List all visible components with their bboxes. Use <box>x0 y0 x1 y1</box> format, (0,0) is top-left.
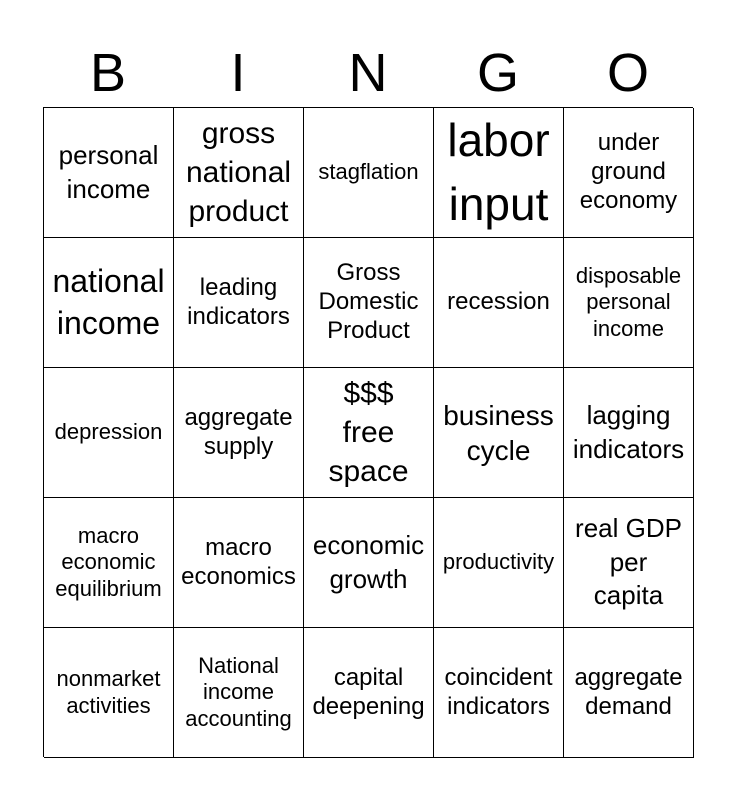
bingo-cell[interactable]: productivity <box>434 498 564 628</box>
bingo-cell[interactable]: lagging indicators <box>564 368 694 498</box>
header-letter-g: G <box>476 43 519 103</box>
free-space-cell[interactable]: $$$ free space <box>304 368 434 498</box>
bingo-cell[interactable]: gross national product <box>174 108 304 238</box>
bingo-cell[interactable]: National income accounting <box>174 628 304 758</box>
header-letter-n: N <box>348 43 388 103</box>
bingo-cell[interactable]: nonmarket activities <box>44 628 174 758</box>
header-letter-o: O <box>606 43 649 103</box>
bingo-cell[interactable]: real GDP per capita <box>564 498 694 628</box>
bingo-cell[interactable]: under ground economy <box>564 108 694 238</box>
bingo-cell[interactable]: depression <box>44 368 174 498</box>
bingo-cell[interactable]: leading indicators <box>174 238 304 368</box>
bingo-cell[interactable]: Gross Domestic Product <box>304 238 434 368</box>
bingo-header <box>43 40 693 106</box>
bingo-cell[interactable]: national income <box>44 238 174 368</box>
bingo-cell[interactable]: recession <box>434 238 564 368</box>
bingo-cell[interactable]: macro economics <box>174 498 304 628</box>
bingo-cell[interactable]: disposable personal income <box>564 238 694 368</box>
bingo-cell[interactable]: aggregate supply <box>174 368 304 498</box>
bingo-board <box>43 107 693 757</box>
bingo-cell[interactable]: labor input <box>434 108 564 238</box>
bingo-cell[interactable]: business cycle <box>434 368 564 498</box>
bingo-cell[interactable]: stagflation <box>304 108 434 238</box>
bingo-cell[interactable]: capital deepening <box>304 628 434 758</box>
bingo-cell[interactable]: coincident indicators <box>434 628 564 758</box>
bingo-cell[interactable]: economic growth <box>304 498 434 628</box>
bingo-cell[interactable]: macro economic equilibrium <box>44 498 174 628</box>
bingo-cell[interactable]: personal income <box>44 108 174 238</box>
header-letter-i: I <box>230 43 246 103</box>
bingo-cell[interactable]: aggregate demand <box>564 628 694 758</box>
header-letter-b: B <box>89 43 127 103</box>
